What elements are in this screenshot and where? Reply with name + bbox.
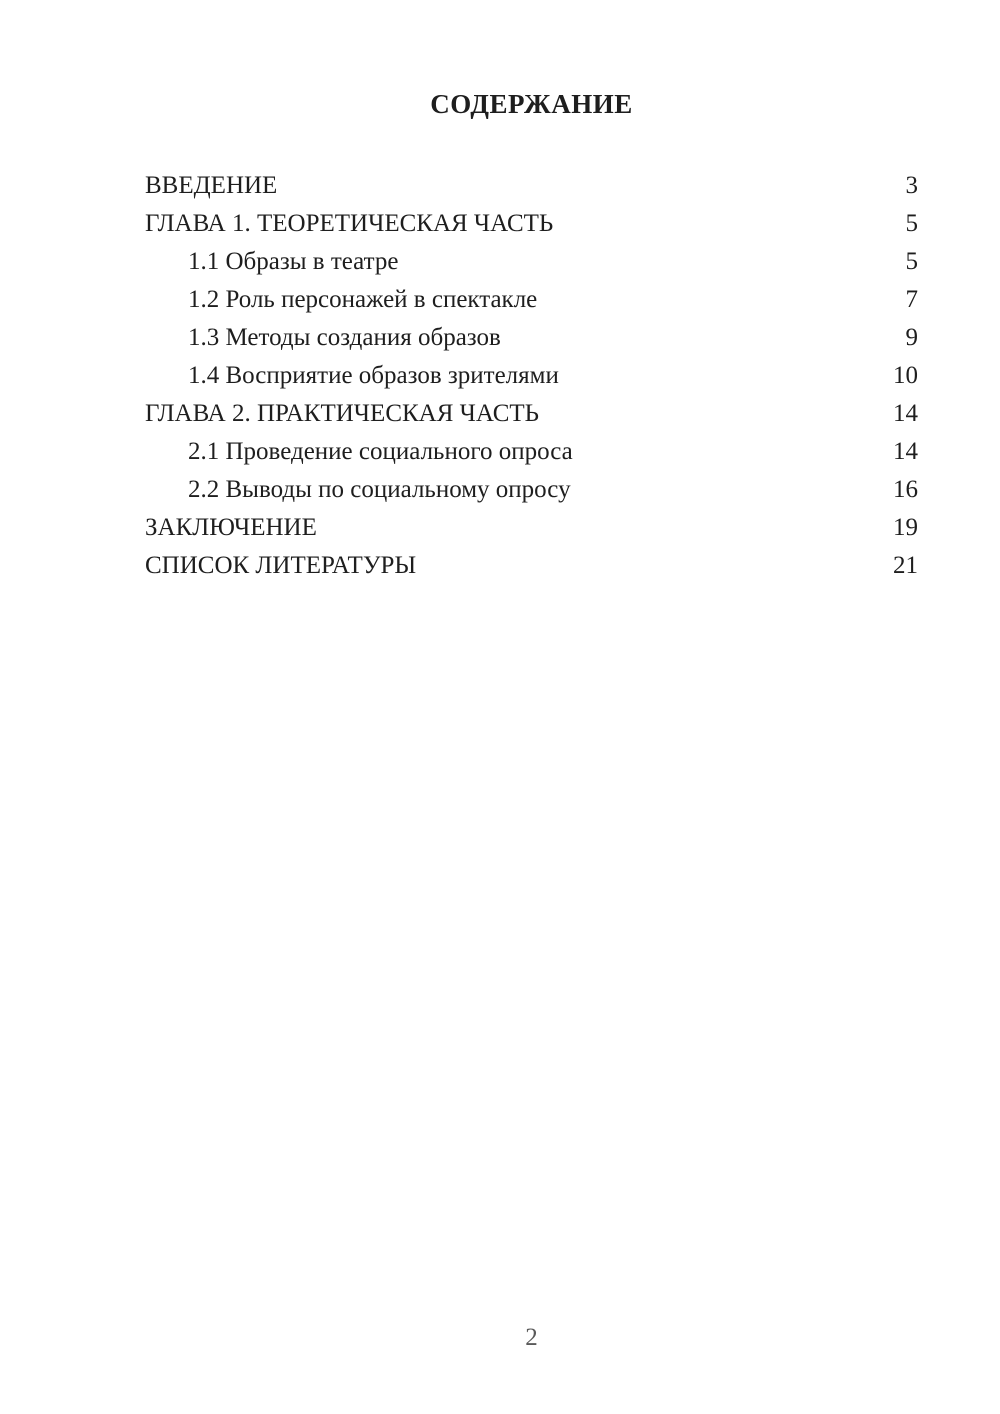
toc-entry-page-number: 16 — [893, 476, 918, 503]
toc-entry-label: 2.2 Выводы по социальному опросу — [188, 476, 571, 503]
toc-entry-page-number: 9 — [905, 324, 918, 351]
toc-entry-label: ВВЕДЕНИЕ — [145, 172, 278, 199]
toc-entry-label: 2.1 Проведение социального опроса — [188, 438, 573, 465]
footer-page-number: 2 — [525, 1324, 538, 1351]
toc-entry-label: ГЛАВА 2. ПРАКТИЧЕСКАЯ ЧАСТЬ — [145, 400, 540, 427]
toc-entry-label: 1.1 Образы в театре — [188, 248, 399, 275]
toc-entry — [145, 395, 918, 433]
toc-entry — [145, 509, 918, 547]
page-title: СОДЕРЖАНИЕ — [430, 89, 633, 119]
toc-entry — [145, 205, 918, 243]
toc-entry-label: ГЛАВА 1. ТЕОРЕТИЧЕСКАЯ ЧАСТЬ — [145, 210, 554, 237]
toc-entry-label: ЗАКЛЮЧЕНИЕ — [145, 514, 317, 541]
toc-entry — [145, 547, 918, 585]
toc-entry-page-number: 14 — [893, 400, 918, 427]
toc-entry — [145, 243, 918, 281]
toc-entry-page-number: 5 — [905, 248, 918, 275]
toc-entry — [145, 281, 918, 319]
toc-entry — [145, 433, 918, 471]
toc-entry-label: 1.3 Методы создания образов — [188, 324, 501, 351]
toc-entry — [145, 319, 918, 357]
toc-entry — [145, 471, 918, 509]
toc-entry-page-number: 19 — [893, 514, 918, 541]
content-column — [0, 0, 1000, 585]
toc-entry-label: 1.2 Роль персонажей в спектакле — [188, 286, 538, 313]
toc-entry — [145, 357, 918, 395]
toc-entry-page-number: 21 — [893, 552, 918, 579]
toc-entry-label: 1.4 Восприятие образов зрителями — [188, 362, 559, 389]
toc-entry — [145, 167, 918, 205]
toc-entry-page-number: 5 — [905, 210, 918, 237]
toc-entry-label: СПИСОК ЛИТЕРАТУРЫ — [145, 552, 417, 579]
table-of-contents — [145, 167, 918, 585]
toc-entry-page-number: 7 — [905, 286, 918, 313]
toc-entry-page-number: 10 — [893, 362, 918, 389]
toc-entry-page-number: 3 — [905, 172, 918, 199]
toc-entry-page-number: 14 — [893, 438, 918, 465]
